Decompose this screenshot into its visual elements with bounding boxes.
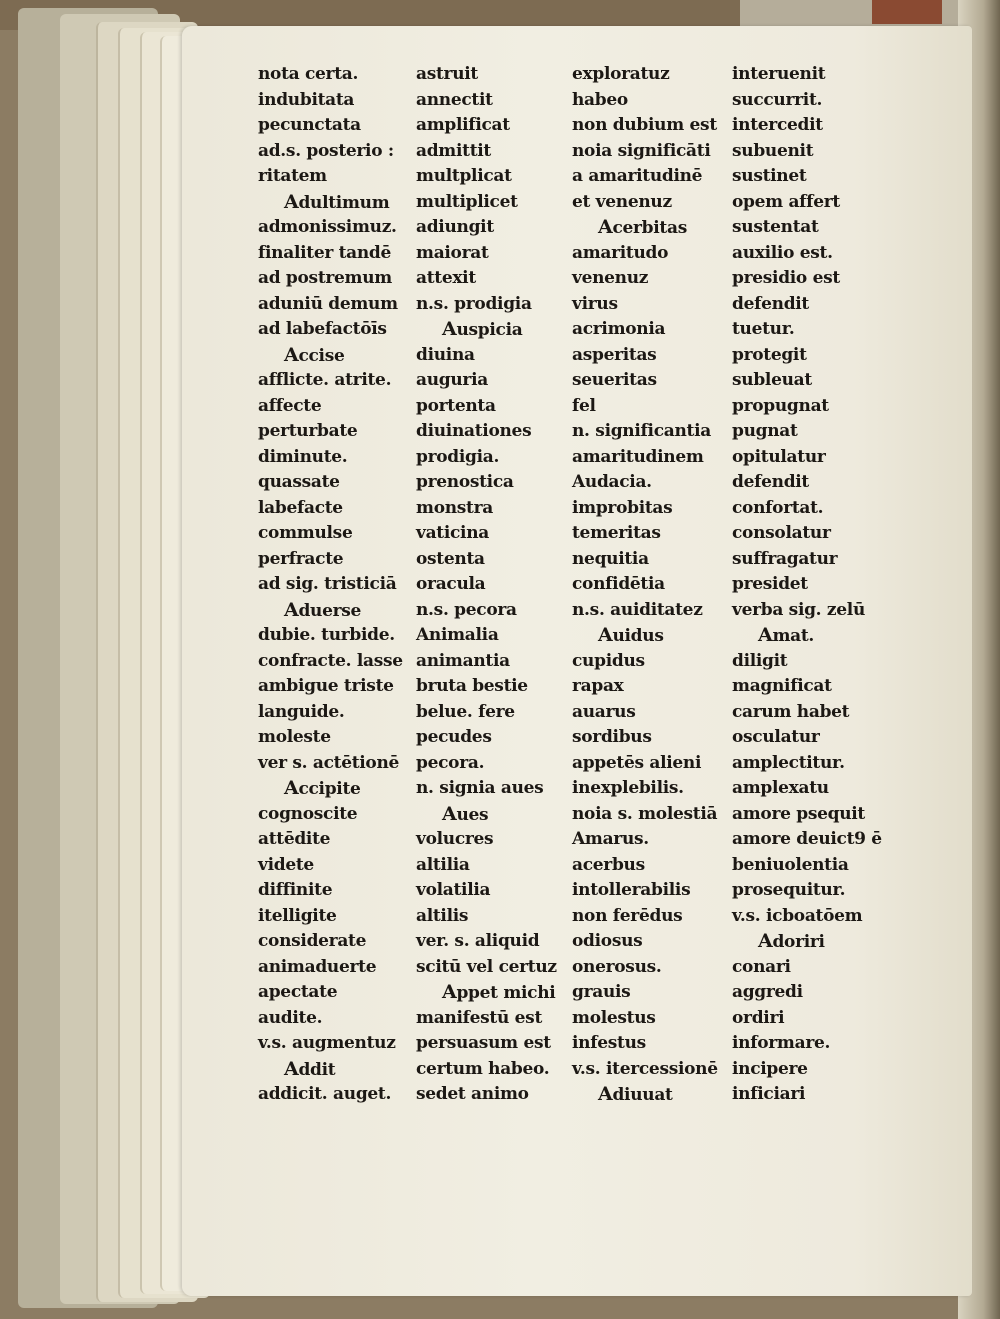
entry-line: defendit [732, 293, 809, 314]
entry-line: perturbate [258, 421, 358, 441]
entry-line: oracula [416, 574, 486, 594]
entry-line: monstra [416, 497, 493, 518]
entry-line: onerosus. [572, 956, 662, 977]
entry-line: diminute. [258, 446, 348, 467]
entry-line: exploratuz [572, 64, 670, 84]
entry-line: acrimonia [572, 319, 666, 339]
entry-line: grauis [572, 982, 631, 1002]
entry-line: amplectitur. [732, 752, 845, 773]
entry-line: pecora. [416, 752, 485, 773]
entry-line: diuinationes [416, 421, 532, 441]
entry-line: belue. fere [416, 701, 515, 722]
entry-line: audite. [258, 1007, 323, 1028]
entry-line: prosequitur. [732, 880, 846, 900]
entry-line: amplificat [416, 115, 510, 135]
entry-line: pecunctata [258, 115, 361, 135]
entry-line: magnificat [732, 676, 832, 696]
entry-line: admittit [416, 140, 491, 161]
column-2 [416, 62, 576, 1108]
entry-line: nota certa. [258, 64, 359, 84]
entry-headword: Adiuuat [598, 1083, 673, 1105]
entry-line: consolatur [732, 523, 831, 543]
entry-line: asperitas [572, 344, 657, 365]
entry-line: sedet animo [416, 1084, 529, 1104]
entry-line: v.s. icboatōem [732, 905, 863, 926]
entry-line: et venenuz [572, 191, 672, 212]
entry-line: ver s. actētionē [258, 752, 400, 773]
entry-line: incipere [732, 1058, 808, 1079]
entry-line: scitū vel certuz [416, 956, 557, 977]
entry-line: a amaritudinē [572, 166, 703, 186]
entry-line: acerbus [572, 854, 645, 875]
entry-line: nequitia [572, 548, 649, 569]
entry-line: vaticina [416, 523, 489, 543]
entry-line: propugnat [732, 395, 829, 416]
entry-headword: Amat. [758, 624, 815, 646]
entry-line: ritatem [258, 166, 327, 186]
entry-line: virus [572, 293, 618, 314]
entry-line: osculatur [732, 727, 820, 747]
entry-line: defendit [732, 472, 809, 492]
entry-line: sordibus [572, 727, 652, 747]
entry-line: v.s. augmentuz [258, 1033, 396, 1053]
entry-line: n.s. pecora [416, 599, 517, 620]
entry-line: languide. [258, 701, 345, 722]
entry-line: apectate [258, 982, 338, 1002]
entry-headword: Accise [284, 343, 345, 366]
entry-line: attēdite [258, 829, 331, 849]
entry-line: diuina [416, 344, 475, 365]
entry-line: ad sig. tristiciā [258, 574, 397, 594]
entry-line: indubitata [258, 89, 355, 110]
entry-line: v.s. itercessionē [572, 1058, 718, 1079]
entry-line: habeo [572, 89, 628, 110]
entry-line: afflicte. atrite. [258, 370, 392, 390]
entry-line: sustinet [732, 166, 807, 186]
entry-headword: Accipite [284, 777, 361, 799]
entry-line: videte [258, 854, 314, 875]
entry-line: molestus [572, 1007, 656, 1028]
entry-line: bruta bestie [416, 676, 528, 696]
entry-headword: Adultimum [284, 190, 390, 213]
entry-line: manifestū est [416, 1007, 542, 1028]
entry-line: inficiari [732, 1084, 806, 1104]
entry-line: attexit [416, 268, 476, 288]
entry-line: moleste [258, 727, 331, 747]
entry-line: portenta [416, 395, 496, 416]
entry-line: noia significāti [572, 140, 711, 161]
entry-line: prodigia. [416, 446, 500, 467]
entry-line: ad labefactōīs [258, 319, 387, 339]
entry-line: n. significantia [572, 421, 711, 441]
entry-line: auguria [416, 370, 488, 390]
entry-line: aggredi [732, 982, 803, 1002]
entry-line: temeritas [572, 523, 661, 543]
entry-line: auxilio est. [732, 242, 833, 263]
entry-line: n.s. prodigia [416, 293, 532, 314]
entry-line: conari [732, 956, 791, 977]
entry-line: animantia [416, 650, 510, 671]
entry-line: persuasum est [416, 1033, 551, 1053]
entry-line: cupidus [572, 650, 645, 671]
entry-headword: Auidus [598, 624, 664, 646]
entry-line: aduniū demum [258, 293, 398, 314]
entry-line: subuenit [732, 140, 814, 161]
entry-line: tuetur. [732, 319, 795, 339]
entry-line: itelligite [258, 905, 337, 926]
entry-line: rapax [572, 676, 624, 696]
entry-line: protegit [732, 344, 807, 365]
entry-line: amore psequit [732, 803, 865, 824]
entry-headword: Auspicia [442, 318, 523, 340]
entry-line: finaliter tandē [258, 242, 392, 263]
entry-line: prenostica [416, 472, 514, 492]
entry-line: improbitas [572, 497, 673, 518]
entry-line: non dubium est [572, 115, 717, 135]
entry-line: pugnat [732, 421, 798, 441]
entry-line: amplexatu [732, 778, 829, 798]
entry-line: Audacia. [572, 472, 652, 492]
text-columns [258, 62, 898, 1105]
entry-line: ostenta [416, 548, 485, 569]
entry-line: sustentat [732, 217, 819, 237]
entry-line: seueritas [572, 370, 657, 390]
entry-line: multplicat [416, 166, 512, 186]
entry-line: admonissimuz. [258, 217, 397, 237]
entry-line: volucres [416, 829, 494, 849]
entry-line: infestus [572, 1033, 646, 1053]
entry-line: beniuolentia [732, 854, 849, 875]
entry-line: appetēs alieni [572, 752, 702, 773]
entry-line: dubie. turbide. [258, 625, 395, 645]
entry-line: adiungit [416, 217, 494, 237]
entry-headword: Aues [442, 802, 489, 825]
entry-line: ad.s. posterio : [258, 140, 394, 161]
entry-line: cognoscite [258, 803, 358, 824]
entry-line: noia s. molestiā [572, 803, 718, 824]
entry-line: commulse [258, 523, 353, 543]
entry-line: amaritudinem [572, 446, 704, 467]
entry-line: fel [572, 395, 596, 416]
entry-line: opem affert [732, 191, 840, 212]
entry-line: animaduerte [258, 956, 377, 977]
entry-line: presidet [732, 574, 808, 594]
entry-line: astruit [416, 64, 478, 84]
entry-line: auarus [572, 701, 636, 722]
column-1 [258, 62, 418, 1108]
entry-line: presidio est [732, 268, 840, 288]
book-binding-red [872, 0, 942, 24]
entry-line: certum habeo. [416, 1058, 550, 1079]
entry-line: carum habet [732, 701, 850, 722]
entry-line: succurrit. [732, 89, 823, 110]
entry-line: odiosus [572, 931, 643, 951]
entry-line: amaritudo [572, 242, 669, 263]
entry-line: informare. [732, 1033, 831, 1053]
entry-line: suffragatur [732, 548, 838, 569]
entry-line: pecudes [416, 727, 492, 747]
entry-line: amore deuict9 ē [732, 829, 882, 849]
entry-headword: Appet michi [442, 981, 556, 1003]
entry-headword: Adoriri [758, 930, 825, 952]
entry-line: ambigue triste [258, 676, 394, 696]
entry-line: subleuat [732, 370, 812, 390]
entry-line: n. signia aues [416, 778, 544, 798]
entry-line: ver. s. aliquid [416, 931, 540, 951]
entry-line: addicit. auget. [258, 1084, 392, 1104]
entry-line: ad postremum [258, 268, 392, 288]
entry-headword: Aduerse [284, 598, 362, 621]
column-4 [732, 62, 902, 1108]
entry-line: confracte. lasse [258, 650, 403, 671]
entry-headword: Addit [284, 1057, 336, 1080]
entry-headword: Acerbitas [598, 216, 687, 238]
entry-line: perfracte [258, 548, 344, 569]
entry-line: diligit [732, 650, 788, 671]
entry-line: altilis [416, 905, 469, 926]
entry-line: annectit [416, 89, 493, 110]
entry-line: Amarus. [572, 829, 649, 849]
entry-line: interuenit [732, 64, 826, 84]
entry-line: labefacte [258, 497, 343, 518]
entry-line: inexplebilis. [572, 778, 684, 798]
entry-line: confidētia [572, 574, 665, 594]
entry-line: altilia [416, 854, 470, 875]
entry-line: intollerabilis [572, 880, 691, 900]
entry-line: venenuz [572, 268, 649, 288]
entry-line: maiorat [416, 242, 489, 263]
entry-line: multiplicet [416, 191, 518, 212]
entry-line: ordiri [732, 1007, 785, 1028]
entry-line: verba sig. zelū [732, 599, 866, 620]
entry-line: n.s. auiditatez [572, 599, 703, 620]
entry-line: diffinite [258, 880, 333, 900]
entry-line: considerate [258, 931, 367, 951]
entry-line: Animalia [416, 625, 499, 645]
entry-line: non ferēdus [572, 905, 683, 926]
entry-line: quassate [258, 472, 340, 492]
column-3 [572, 62, 732, 1108]
entry-line: opitulatur [732, 446, 826, 467]
entry-line: confortat. [732, 497, 824, 518]
entry-line: intercedit [732, 115, 823, 135]
entry-line: affecte [258, 395, 322, 416]
entry-line: volatilia [416, 880, 491, 900]
